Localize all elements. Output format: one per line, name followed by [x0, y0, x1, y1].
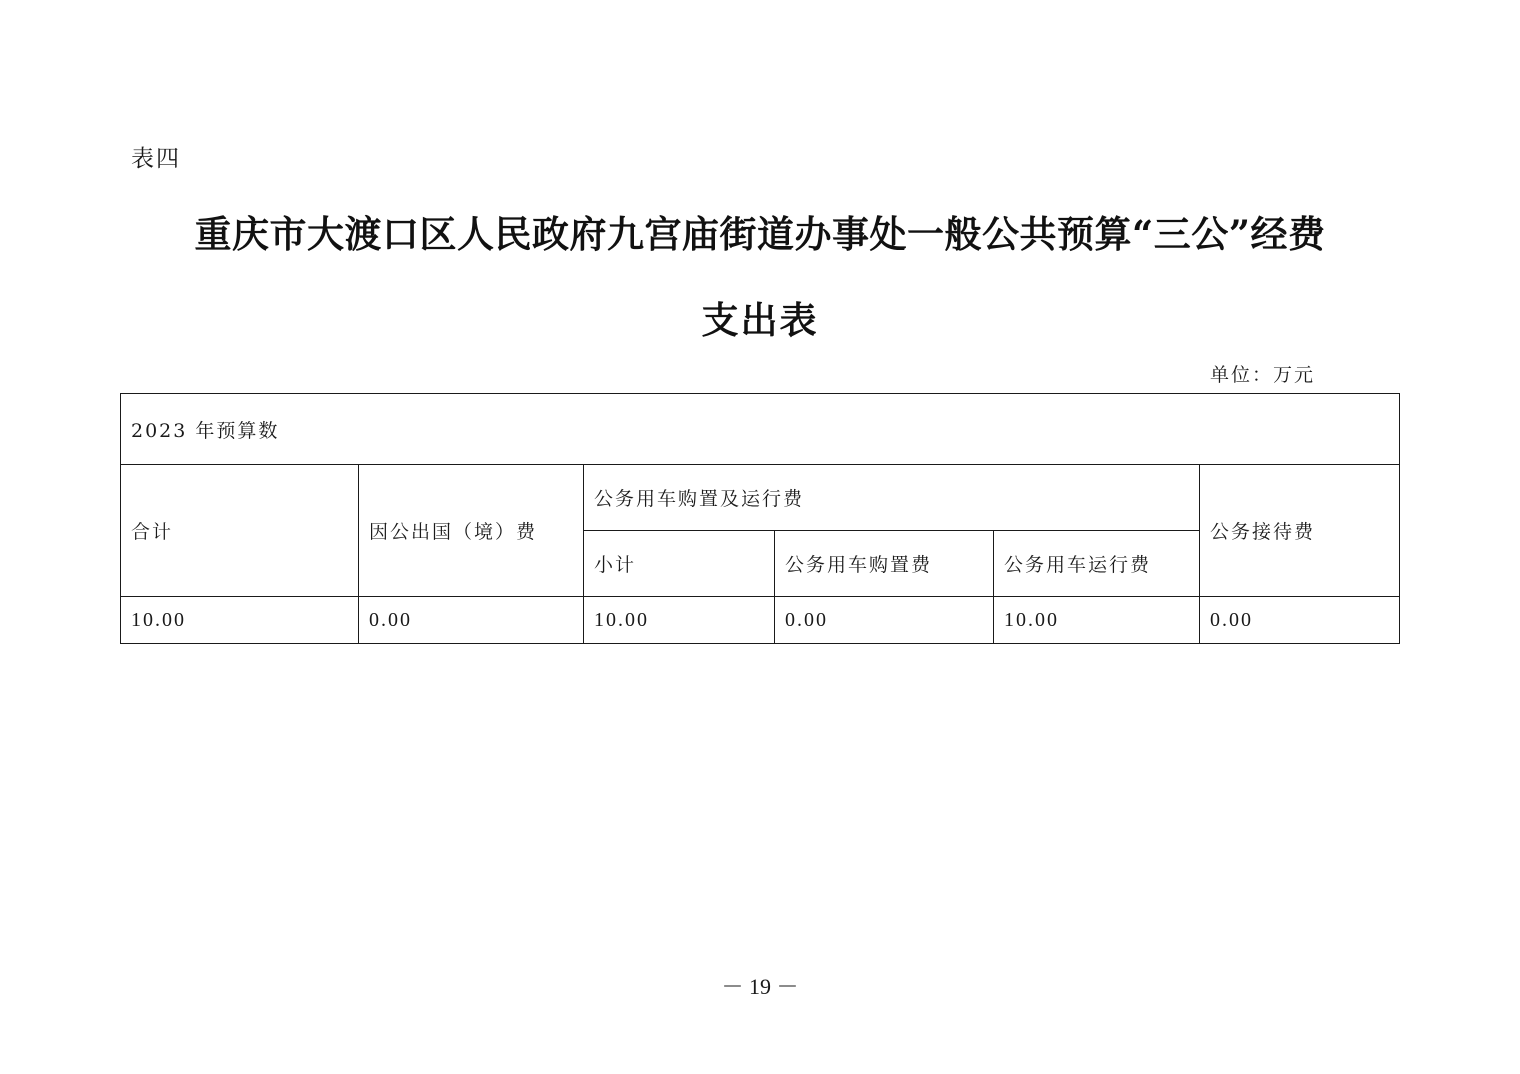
- value-vehicle-subtotal: 10.00: [584, 597, 775, 644]
- value-vehicle-operation: 10.00: [994, 597, 1200, 644]
- year-header-row: [121, 394, 1400, 465]
- table-label: 表四: [131, 146, 181, 172]
- value-total: 10.00: [121, 597, 359, 644]
- value-reception: 0.00: [1200, 597, 1400, 644]
- header-total: 合计: [121, 465, 359, 597]
- header-vehicle-subtotal: 小计: [584, 531, 775, 597]
- three-public-expenses-table: [120, 393, 1400, 644]
- value-overseas: 0.00: [359, 597, 584, 644]
- header-vehicle-purchase: 公务用车购置费: [775, 531, 994, 597]
- header-vehicle-group: 公务用车购置及运行费: [584, 465, 1200, 531]
- header-overseas: 因公出国（境）费: [359, 465, 584, 597]
- year-header-cell: 2023 年预算数: [121, 394, 1400, 465]
- value-vehicle-purchase: 0.00: [775, 597, 994, 644]
- document-title-line-2: 支出表: [701, 298, 819, 342]
- header-row-1: [121, 465, 1400, 531]
- header-vehicle-operation: 公务用车运行费: [994, 531, 1200, 597]
- document-title-line-1: 重庆市大渡口区人民政府九宫庙街道办事处一般公共预算“三公”经费: [194, 212, 1326, 256]
- values-row: [121, 597, 1400, 644]
- unit-label: 单位：万元: [1210, 364, 1316, 386]
- header-reception: 公务接待费: [1200, 465, 1400, 597]
- page-number: － 19 －: [721, 974, 799, 999]
